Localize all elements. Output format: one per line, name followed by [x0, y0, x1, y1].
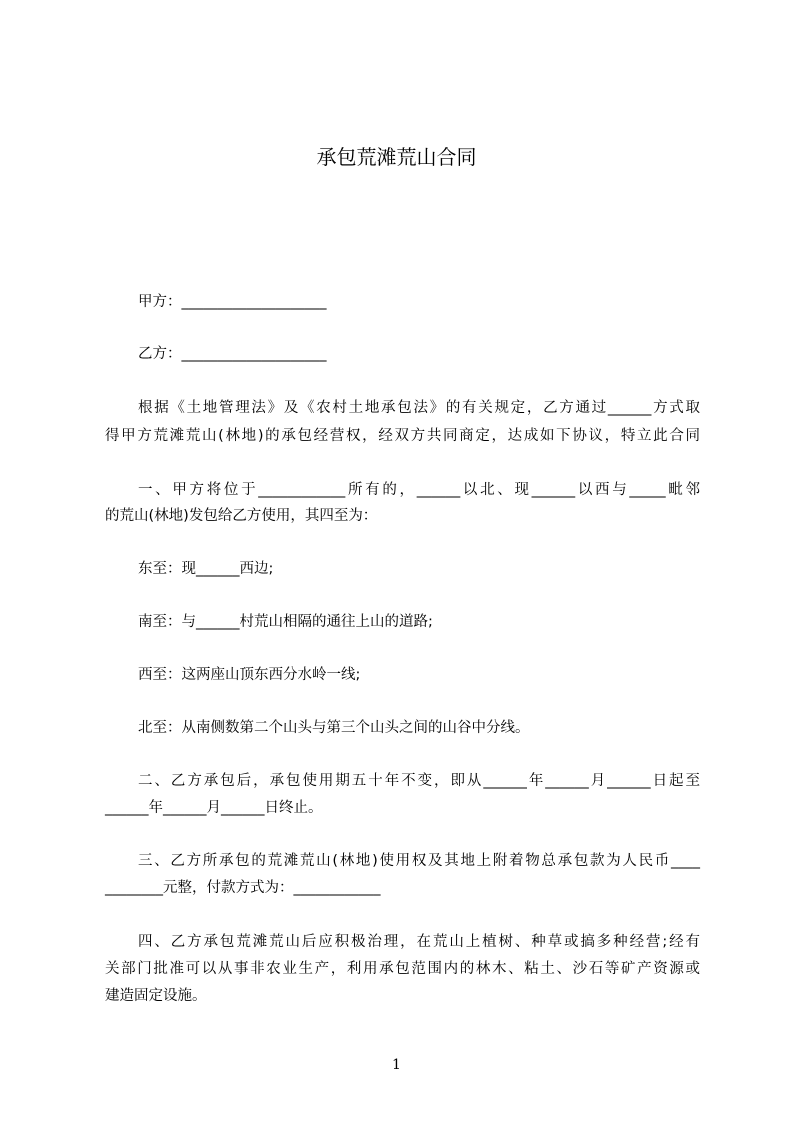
intro-line-2: 得甲方荒滩荒山(林地)的承包经营权，经双方共同商定，达成如下协议，特立此合同 — [105, 428, 700, 444]
boundary-north: 北至：从南侧数第二个山头与第三个山头之间的山谷中分线。 — [138, 720, 530, 736]
clause-4-line-2: 关部门批准可以从事非农业生产，利用承包范围内的林木、粘土、沙石等矿产资源或 — [105, 961, 700, 977]
clause-1-line-2: 的荒山(林地)发包给乙方使用，其四至为： — [105, 508, 378, 524]
clause-3-line-1: 三、乙方所承包的荒滩荒山(林地)使用权及其地上附着物总承包款为人民币____ — [138, 853, 700, 869]
clause-4-line-3: 建造固定设施。 — [105, 988, 207, 1004]
party-b-line: 乙方：____________________ — [138, 346, 327, 362]
boundary-west: 西至：这两座山顶东西分水岭一线; — [138, 667, 361, 683]
clause-4-line-1: 四、乙方承包荒滩荒山后应积极治理，在荒山上植树、种草或搞多种经营;经有 — [138, 934, 700, 950]
clause-3-line-2: ________元整，付款方式为：____________ — [105, 880, 381, 896]
clause-2-line-2: ______年______月______日终止。 — [105, 800, 323, 816]
clause-1-line-1: 一、甲方将位于____________所有的，______以北、现______以西与_____毗邻 — [138, 482, 700, 498]
boundary-south: 南至：与______村荒山相隔的通往上山的道路; — [138, 614, 433, 630]
party-a-line: 甲方：____________________ — [138, 294, 327, 310]
intro-line-1: 根据《土地管理法》及《农村土地承包法》的有关规定，乙方通过______方式取 — [138, 400, 700, 416]
page-number: 1 — [392, 1057, 401, 1073]
boundary-east: 东至：现______西边; — [138, 561, 274, 577]
page-title: 承包荒滩荒山合同 — [316, 145, 477, 169]
clause-2-line-1: 二、乙方承包后，承包使用期五十年不变，即从______年______月______日起至 — [138, 773, 700, 789]
